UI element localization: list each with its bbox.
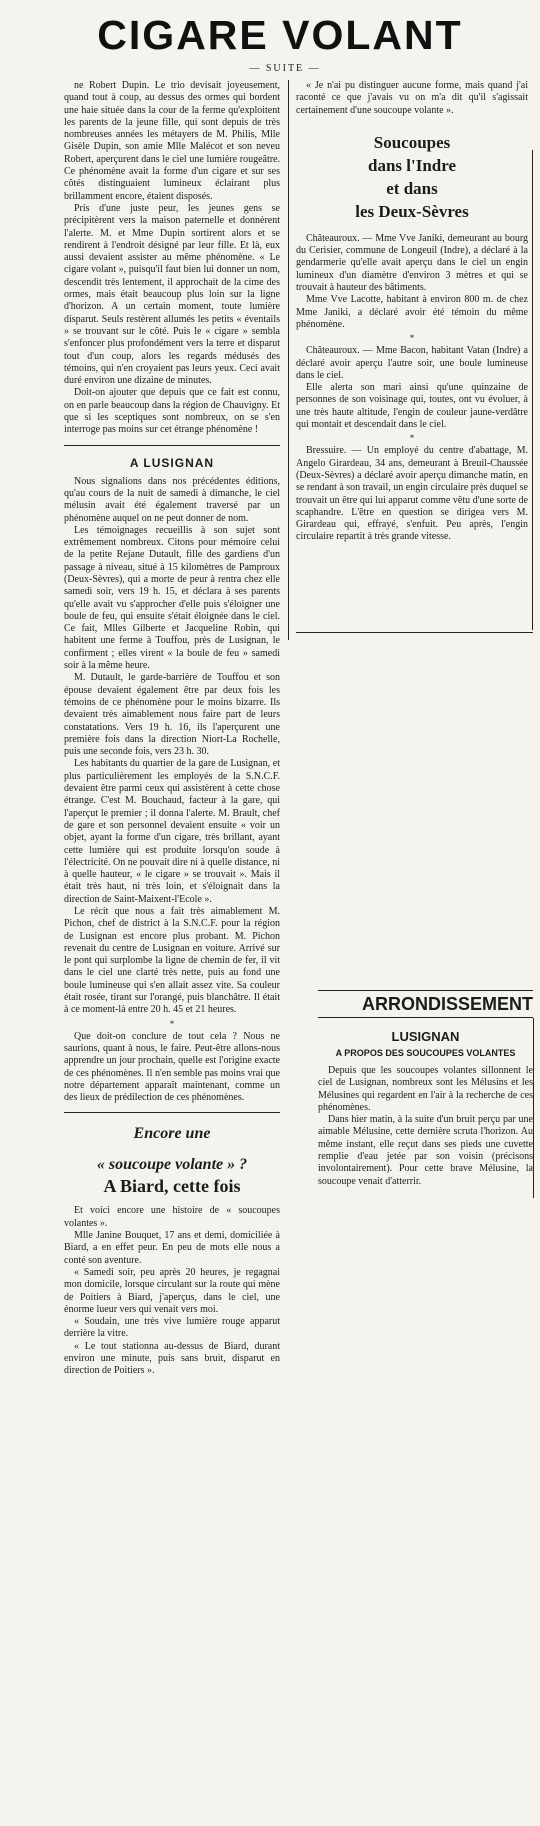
arrondissement-top-rule	[318, 990, 533, 991]
article-paragraph: Elle alerta son mari ainsi qu'une quinzaine de personnes de son voisinage qui, toutes, ont vu évoluer, à une très haute altitude, l'engin de couleur jaune-verdâtre qui montait et descendait dans le ciel.	[296, 382, 528, 431]
soucoupes-title-line4: les Deux-Sèvres	[355, 201, 469, 221]
article-paragraph: « Je n'ai pu distinguer aucune forme, mais quand j'ai raconté ce que j'avais vu on m'a dit qu'il s'agissait certainement d'une soucoupe volante ».	[296, 80, 528, 116]
article-paragraph: Châteauroux. — Mme Vve Janiki, demeurant au bourg du Cerisier, commune de Longeuil (Indre), a déclaré à la gendarmerie qu'elle avait aperçu dans le ciel un engin lumineux d'un diamètre d'environ 3 mètres et qui se trouvait à hauteur des bâtiments.	[296, 232, 528, 294]
article-paragraph: Depuis que les soucoupes volantes sillonnent le ciel de Lusignan, nombreux sont les Mélusins et les Mélusines qui regardent en l'air à la recherche de ces phénomènes.	[318, 1065, 533, 1113]
article-paragraph: Le récit que nous a fait très aimablement M. Pichon, chef de district à la S.N.C.F. pour la région de Lusignan est encore plus probant. M. Pichon revenait du centre de Lusignan en voiture. Arrivé sur le pont qui surplombe la ligne de chemin de fer, il vit dans le ciel une clarté très nette, puis au fond une boule lumineuse qui s'en allait assez vite. Sa couleur était rosée, tirant sur l'orangé, puis blanchâtre. Il était à ce moment-là entre 20 h. 45 et 21 heures.	[64, 906, 280, 1016]
article-paragraph: Bressuire. — Un employé du centre d'abattage, M. Angelo Girardeau, 34 ans, demeurant à Breuil-Chaussée (Deux-Sèvres) a déclaré avoir aperçu dimanche matin, en se rendant à son travail, un engin circulaire près duquel se trouvait un être qui lui apparut comme vêtu d'une sorte de scaphandre. L'être en question se dirigea vers M. Girardeau qui, effrayé, s'enfuit. Peu après, l'engin circulaire repartit à très grande vitesse.	[296, 445, 528, 543]
section-separator: *	[169, 1018, 175, 1029]
article-paragraph: « Le tout stationna au-dessus de Biard, durant environ une minute, puis sans bruit, disparut en direction de Poitiers ».	[64, 1340, 280, 1377]
article-paragraph: Nous signalions dans nos précédentes éditions, qu'au cours de la nuit de samedi à dimanche, le ciel mélusin avait été également traversé par un phénomène auquel on ne peut donner de nom.	[64, 475, 280, 524]
encore-title-line1: Encore une	[133, 1125, 211, 1143]
arrondissement-box	[318, 1018, 533, 1188]
article-paragraph: « Samedi soir, peu après 20 heures, je regagnai mon domicile, lorsque circulant sur la route qui mène de Poitiers à Biard, j'aperçus, dans le ciel, une énorme lueur vers qui venait vers moi.	[64, 1266, 280, 1315]
box-divider-right	[532, 150, 533, 630]
left-column	[64, 80, 280, 1378]
article-paragraph: « Soudain, une très vive lumière rouge apparut derrière la vitre.	[64, 1316, 280, 1340]
arrondissement-side-rule	[533, 1018, 534, 1198]
article-paragraph: Les témoignages recueillis à son sujet sont extrêmement nombreux. Citons pour mémoire celui de la petite Rejane Dutault, fille des gardiens d'un passage à niveau, situé à 15 kilomètres de Pamproux (Deux-Sèvres), qui a morte de peur à rentra chez elle samedi soir, vers 19 h. 15, et déclara à ses parents qu'elle avait vu s'approcher d'elle puis s'éloigner une boule de feu, qui ensuite s'était éloignée dans le ciel. Ce fait, Mlles Gilberte et Jacqueline Robin, qui habitent une ferme à Touffou, près de Lusignan, le confirment ; elles virent « la boule de feu » samedi soir à la même heure.	[64, 524, 280, 672]
arrondissement-city: LUSIGNAN	[391, 1029, 460, 1044]
right-column	[296, 80, 528, 544]
suite-label: — SUITE —	[249, 63, 321, 74]
arrondissement-heading: ARRONDISSEMENT	[361, 994, 533, 1014]
box-divider-bottom	[296, 632, 533, 633]
soucoupes-title-line2: dans l'Indre	[367, 155, 457, 175]
headline: CIGARE VOLANT	[97, 12, 463, 58]
section-separator: *	[409, 433, 415, 444]
arrondissement-subhead: A PROPOS DES SOUCOUPES VOLANTES	[335, 1048, 516, 1058]
article-paragraph: M. Dutault, le garde-barrière de Touffou et son épouse devaient également être par deux fois les témoins de ce phénomène pour le moins bizarre. Ils devaient très aimablement nous faire part de leurs constatations. Vers 19 h. 16, ils l'aperçurent une première fois dans la direction Niort-La Rochelle, puis une seconde fois, vers 23 h. 30.	[64, 672, 280, 758]
encore-title-line2: « soucoupe volante » ?	[96, 1156, 248, 1174]
soucoupes-title	[296, 131, 528, 223]
soucoupes-title-line1: Soucoupes	[373, 132, 451, 152]
column-divider	[288, 80, 289, 640]
section-rule	[64, 1112, 280, 1113]
soucoupes-title-line3: et dans	[386, 178, 438, 198]
article-paragraph: Doit-on ajouter que depuis que ce fait est connu, on en parle beaucoup dans la région de Chauvigny. Et que si les sceptiques sont nombreux, on se s'en interroge pas moins sur cet étrange phénomène !	[64, 387, 280, 436]
article-paragraph: ne Robert Dupin. Le trio devisait joyeusement, quand tout à coup, au dessus des ormes qui bordent une haie située dans la cour de la ferme qu'exploitent les parents de la jeune fille, qui sont depuis de très nombreuses années les métayers de M. Philis, Mlle Gisèle Dupin, son amie Mlle Malécot et son neveu Robert, aperçurent dans le ciel une lumière rougeâtre. Ce phénomène avait la forme d'un cigare et sur ses côtés distinguaient lumineux éclairant plus brillamment encore, étaient disposés.	[64, 80, 280, 202]
section-separator: *	[409, 333, 415, 344]
article-paragraph: Que doit-on conclure de tout cela ? Nous ne saurions, quant à nous, le faire. Peut-être allons-nous apprendre un jour prochain, quelle est l'origine exacte de ces phénomènes. Il n'en semble pas moins vrai que notre département apparaît maintenant, comme un des lieux de prédilection de ces phénomènes.	[64, 1030, 280, 1104]
article-paragraph: Et voici encore une histoire de « soucoupes volantes ».	[64, 1205, 280, 1229]
section-rule	[64, 445, 280, 446]
article-paragraph: Châteauroux. — Mme Bacon, habitant Vatan (Indre) a déclaré avoir aperçu l'autre soir, une boule lumineuse dans le ciel.	[296, 345, 528, 381]
article-paragraph: Dans hier matin, à la suite d'un bruit perçu par une aimable Mélusine, cette dernière scruta l'horizon. Au même instant, elle reçut dans ses pieds une cuvette remplie d'eau jetée par son voisin (précisons involontairement). Pour cette brave Mélusine, la soucoupe venait d'atterrir.	[318, 1114, 533, 1187]
encore-title-line3: A Biard, cette fois	[103, 1176, 241, 1197]
subheading-lusignan: A LUSIGNAN	[129, 455, 215, 470]
article-paragraph: Pris d'une juste peur, les jeunes gens se précipitèrent vers la maison paternelle et donnèrent l'alerte. M. et Mme Dupin sortirent alors et se rendirent à l'endroit désigné par leur fille. Et là, eux aussi devaient assister au même phénomène. « Le cigare volant », puisqu'il faut bien lui donner un nom, descendit très lentement, il approchait de la cime des ormes, mais était beaucoup plus loin sur la ligne d'horizon. A un certain moment, toute lumière disparut. Seuls restèrent allumés les petits « éventails » se trouvant sur le côté. Puis le « cigare » sembla s'enfoncer plus profondément vers la terre et disparut tout d'un coup, alors les regards médusés des témoins, qui n'en croyaient pas leurs yeux. Ceci avait duré environ une dizaine de minutes.	[64, 202, 280, 387]
article-paragraph: Mme Vve Lacotte, habitant à environ 800 m. de chez Mme Janiki, a déclaré avoir été témoin du même phénomène.	[296, 294, 528, 330]
article-paragraph: Mlle Janine Bouquet, 17 ans et demi, domiciliée à Biard, a en effet peur. En peu de mots elle nous a conté son aventure.	[64, 1230, 280, 1266]
article-paragraph: Les habitants du quartier de la gare de Lusignan, et plus particulièrement les employés de la S.N.C.F. devaient être parmi ceux qui assistèrent à cette chose étrange. C'est M. Bouchaud, facteur à la gare, qui l'aperçut le premier ; il donna l'alerte. M. Brault, chef de gare et son personnel devaient ensuite « voir un objet, ayant la forme d'un cigare, très brillant, ayant cette lumière qui est produite lorsqu'on soude à l'électricité. On ne pouvait dire ni à quelle distance, ni à quelle hauteur, « le cigare » se trouvait ». Mais il était très haut, ni très loin, et s'éloignait dans la direction de Saint-Maixent-l'Ecole ».	[64, 758, 280, 905]
